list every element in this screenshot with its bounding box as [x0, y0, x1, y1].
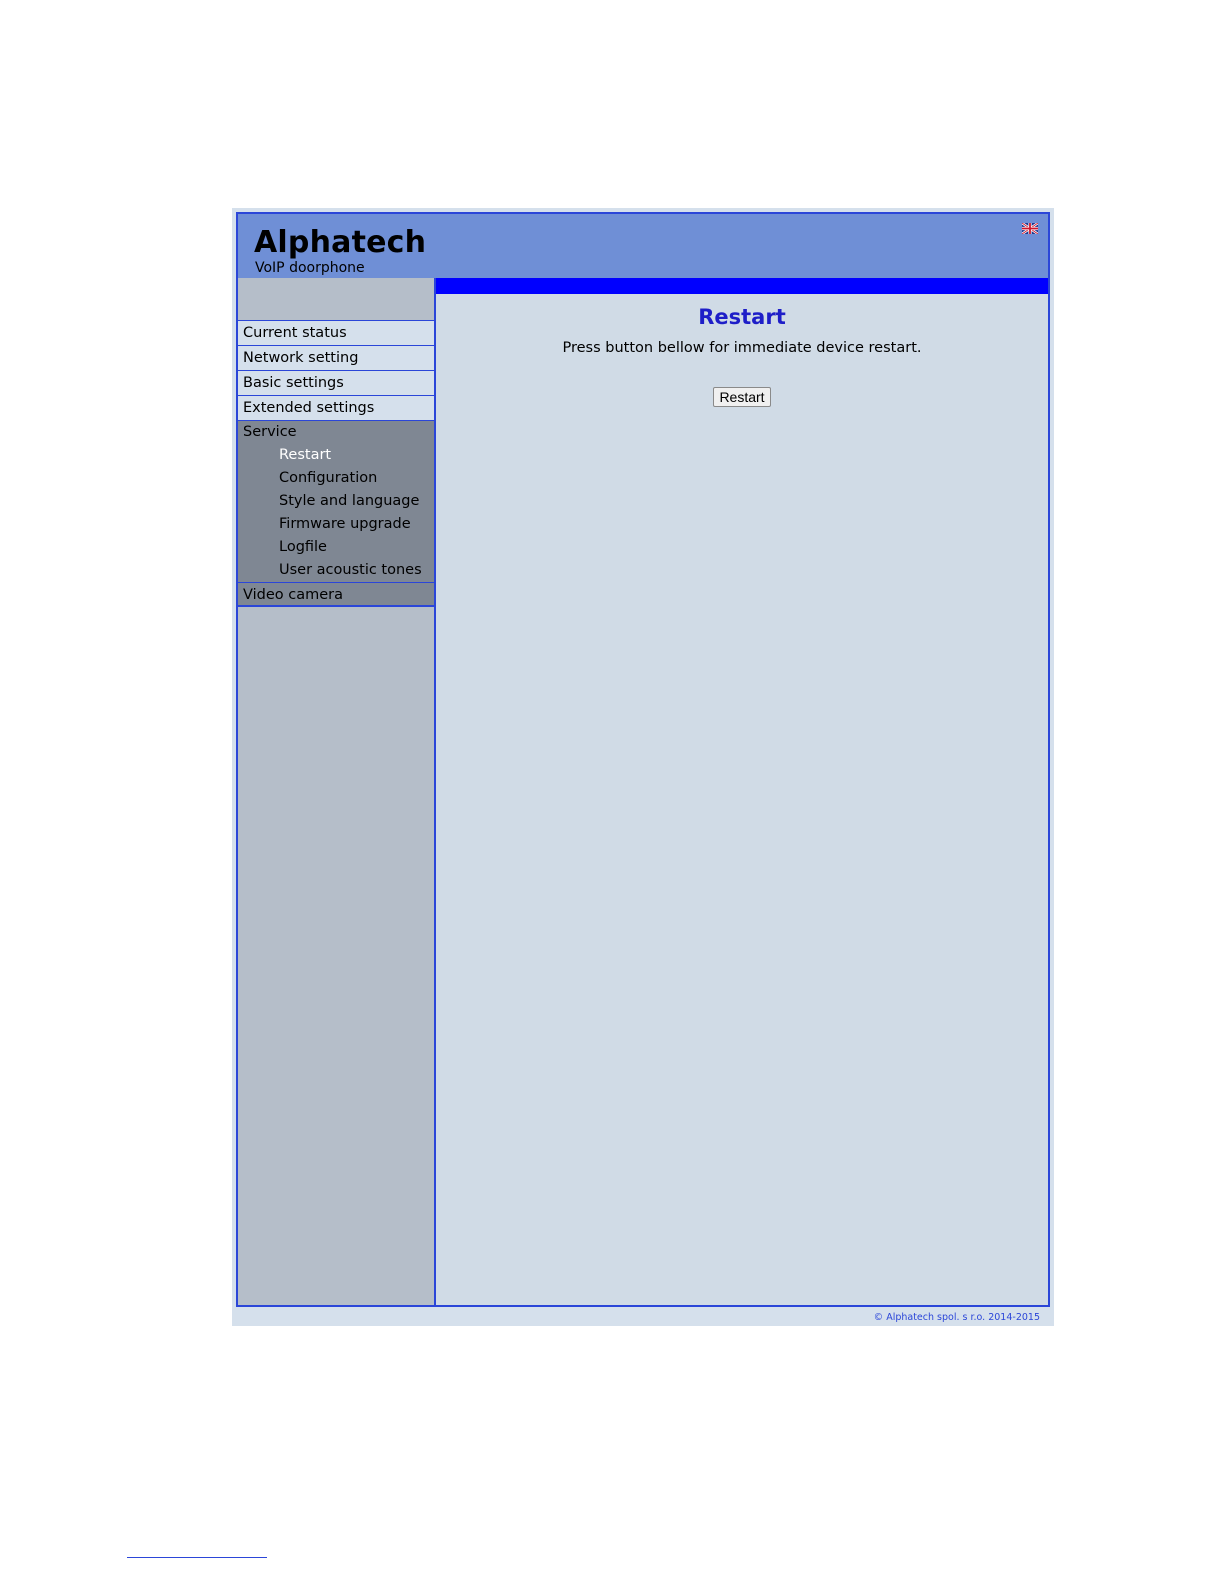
main-content — [436, 278, 1050, 1307]
submenu-item-logfile[interactable]: Logfile — [279, 539, 327, 555]
submenu-item-style-and-language[interactable]: Style and language — [279, 493, 420, 509]
sidebar-section-service — [238, 420, 434, 582]
submenu-item-user-acoustic-tones[interactable]: User acoustic tones — [279, 562, 422, 578]
sidebar-item-basic-settings[interactable]: Basic settings — [238, 370, 434, 395]
page-description: Press button bellow for immediate device restart. — [562, 340, 922, 356]
brand-title: Alphatech — [254, 225, 427, 260]
button-container — [436, 387, 1048, 407]
sidebar-item-service[interactable]: Service — [243, 424, 297, 440]
restart-button[interactable]: Restart — [713, 387, 770, 407]
uk-flag-icon[interactable] — [1022, 223, 1038, 234]
main-top-bar — [436, 278, 1048, 294]
brand-subtitle: VoIP doorphone — [255, 260, 365, 276]
sidebar-spacer — [238, 278, 434, 320]
page-title: Restart — [698, 305, 786, 329]
sidebar-item-network-setting[interactable]: Network setting — [238, 345, 434, 370]
header — [236, 212, 1050, 278]
sidebar-item-video-camera[interactable]: Video camera — [238, 582, 434, 607]
submenu-item-configuration[interactable]: Configuration — [279, 470, 378, 486]
sidebar-item-current-status[interactable]: Current status — [238, 320, 434, 345]
submenu-item-firmware-upgrade[interactable]: Firmware upgrade — [279, 516, 411, 532]
sidebar-item-extended-settings[interactable]: Extended settings — [238, 395, 434, 420]
page-divider — [127, 1557, 267, 1558]
sidebar — [236, 278, 436, 1307]
submenu-item-restart[interactable]: Restart — [279, 447, 332, 463]
app-frame — [232, 208, 1054, 1326]
footer-copyright: © Alphatech spol. s r.o. 2014-2015 — [873, 1312, 1040, 1323]
